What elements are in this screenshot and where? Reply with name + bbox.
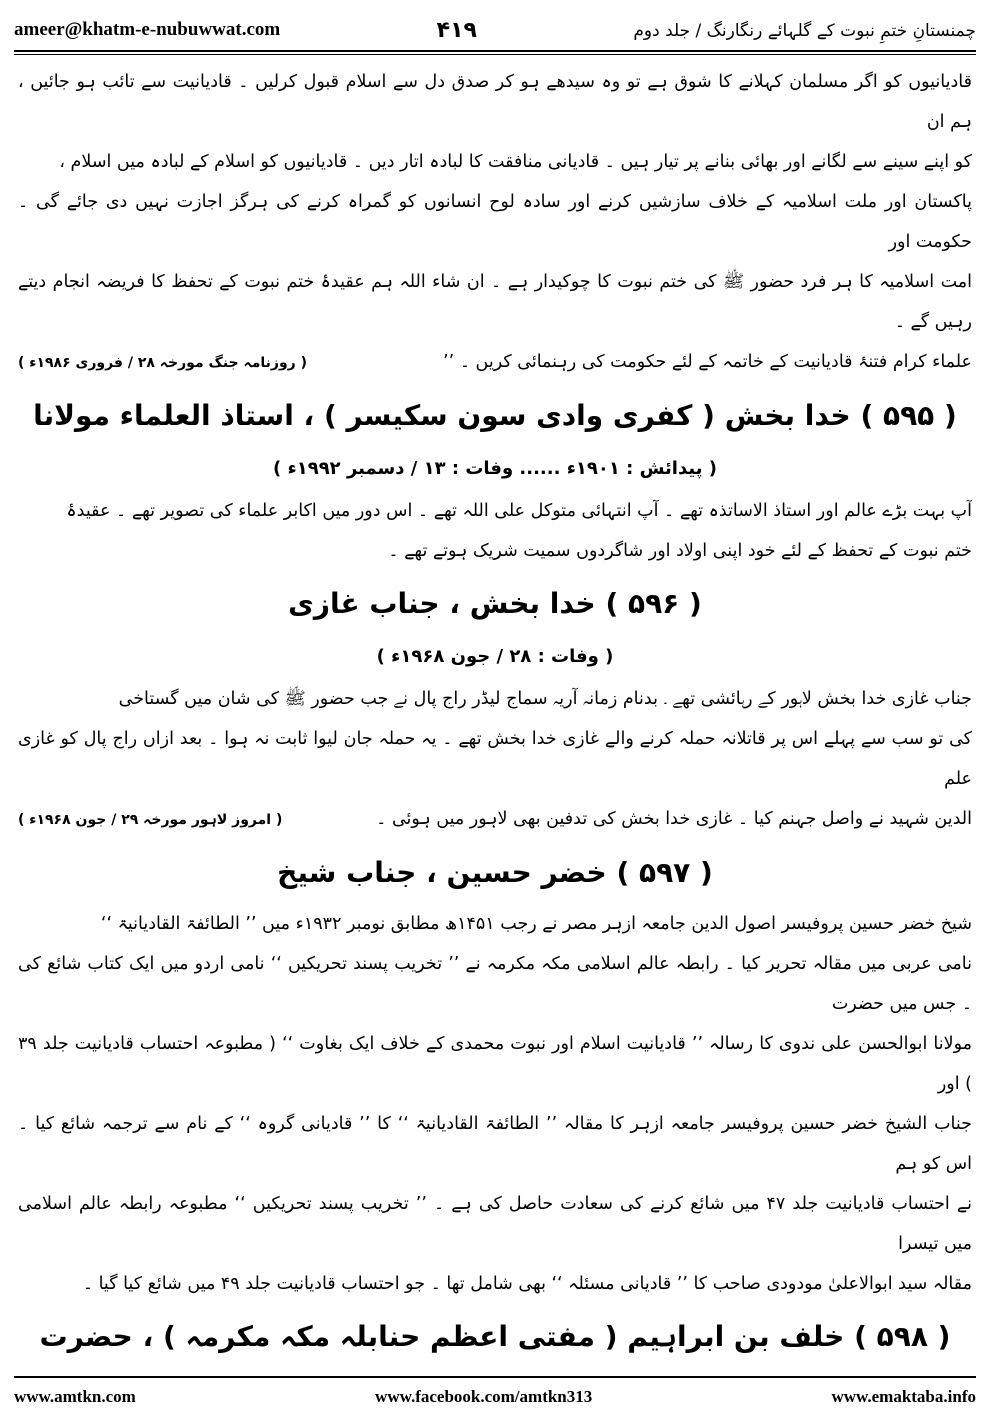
paragraph-line: جناب غازی خدا بخش لاہور کے رہائشی تھے ۔ بدنام زمانہ آریہ سماج لیڈر راج پال نے جب حضور ﷺ کی شان میں گستاخی: [118, 689, 972, 709]
page-header: [14, 10, 976, 50]
footer-link-emaktaba[interactable]: www.emaktaba.info: [831, 1387, 976, 1406]
entry-heading: ( ۵۹۵ ) خدا بخش ( کفری وادی سون سکیسر ) ، استاذ العلماء مولانا: [33, 399, 957, 432]
entry-596: [18, 573, 972, 840]
entry-dates: ( پیدائش : ۱۹۰۱ء ...... وفات : ۱۳ / دسمبر ۱۹۹۲ء ): [273, 458, 717, 479]
entry-heading: ( ۵۹۸ ) خلف بن ابراہیم ( مفتی اعظم حنابلہ مکہ مکرمہ ) ، حضرت: [39, 1320, 951, 1353]
paragraph-line: نامی عربی میں مقالہ تحریر کیا ۔ رابطہ عالم اسلامی مکہ مکرمہ نے ’’ تخریب پسند تحریکیں ‘‘ نامی اردو میں ایک کتاب شائع کی ۔ جس میں حضرت: [18, 954, 972, 1014]
paragraph-line: کی تو سب سے پہلے اس پر قاتلانہ حملہ کرنے والے غازی خدا بخش تھے ۔ یہ حملہ جان لیوا ثابت نہ ہوا ۔ بعد ازاں راج پال کو غازی علم: [18, 729, 972, 789]
paragraph-line: شیخ خضر حسین پروفیسر اصول الدین جامعہ ازہر مصر نے رجب ۱۴۵۱ھ مطابق نومبر ۱۹۳۲ء میں ’’ الطائفۃ القادیانیۃ ‘‘: [100, 914, 972, 934]
paragraph-line: نے احتساب قادیانیت جلد ۴۷ میں شائع کرنے کی سعادت حاصل کی ہے ۔ ’’ تخریب پسند تحریکیں ‘‘ مطبوعہ رابطہ عالم اسلامی میں تیسرا: [18, 1194, 972, 1254]
paragraph-line: قادیانیوں کو اگر مسلمان کہلانے کا شوق ہے تو وہ سیدھے ہو کر صدق دل سے اسلام قبول کرلیں ۔ قادیانیت سے تائب ہو جائیں ، ہم ان: [18, 72, 972, 132]
page-content: [18, 62, 972, 1362]
paragraph-line: آپ بہت بڑے عالم اور استاذ الاساتذہ تھے ۔ آپ انتہائی متوکل علی اللہ تھے ۔ اس دور میں اکابر علماء کی تصویر تھے ۔ عقیدۂ: [66, 501, 972, 521]
paragraph-line: مقالہ سید ابوالاعلیٰ مودودی صاحب کا ’’ قادیانی مسئلہ ‘‘ بھی شامل تھا ۔ جو احتساب قادیانیت جلد ۴۹ میں شائع کیا گیا ۔: [82, 1274, 972, 1294]
source-citation: ( امروز لاہور مورخہ ۲۹ / جون ۱۹۶۸ء ): [18, 812, 283, 828]
entry-597: [18, 842, 972, 1304]
header-divider-thin: [14, 54, 976, 55]
page-number: ۴۱۹: [436, 17, 477, 43]
source-citation: ( روزنامہ جنگ مورخہ ۲۸ / فروری ۱۹۸۶ء ): [18, 355, 307, 371]
book-title: چمنستانِ ختمِ نبوت کے گلہائے رنگارنگ / جلد دوم: [633, 20, 976, 41]
entry-dates: ( وفات : ۲۸ / جون ۱۹۶۸ء ): [376, 646, 614, 667]
paragraph-line: امت اسلامیہ کا ہر فرد حضور ﷺ کی ختم نبوت کا چوکیدار ہے ۔ ان شاء اللہ ہم عقیدۂ ختم نبوت کے تحفظ کا فریضہ انجام دیتے رہیں گے ۔: [18, 272, 972, 332]
header-divider: [14, 50, 976, 52]
paragraph-line: الدین شہید نے واصل جہنم کیا ۔ غازی خدا بخش کی تدفین بھی لاہور میں ہوئی ۔: [376, 809, 972, 829]
paragraph-line: مولانا ابوالحسن علی ندوی کا رسالہ ’’ قادیانیت اسلام اور نبوت محمدی کے خلاف ایک بغاوت ‘‘ ( مطبوعہ احتساب قادیانیت جلد ۳۹ ) اور: [18, 1034, 972, 1094]
paragraph-line: ختم نبوت کے تحفظ کے لئے خود اپنی اولاد اور شاگردوں سمیت شریک ہوتے تھے ۔: [388, 541, 972, 561]
entry-598: [18, 1306, 972, 1362]
intro-paragraph: [18, 62, 972, 383]
paragraph-line: کو اپنے سینے سے لگانے اور بھائی بنانے پر تیار ہیں ۔ قادیانی منافقت کا لبادہ اتار دیں ۔ قادیانیوں کو اسلام کے لبادہ میں اسلام ،: [59, 152, 972, 172]
header-email-link[interactable]: ameer@khatm-e-nubuwwat.com: [14, 19, 281, 40]
entry-heading: ( ۵۹۷ ) خضر حسین ، جناب شیخ: [277, 856, 713, 889]
paragraph-last-line-with-source: [18, 799, 972, 840]
footer-link-facebook[interactable]: www.facebook.com/amtkn313: [375, 1387, 593, 1406]
paragraph-line: علماء کرام فتنۂ قادیانیت کے خاتمہ کے لئے حکومت کی رہنمائی کریں ۔ ’’: [443, 352, 972, 372]
paragraph-line: پاکستان اور ملت اسلامیہ کے خلاف سازشیں کرنے اور سادہ لوح انسانوں کو گمراہ کرنے کی ہرگز اجازت نہیں دی جائے گی ۔ حکومت اور: [18, 192, 972, 252]
entry-595: [18, 385, 972, 571]
entry-heading: ( ۵۹۶ ) خدا بخش ، جناب غازی: [288, 587, 702, 620]
footer-divider: [14, 1376, 976, 1378]
paragraph-line: جناب الشیخ خضر حسین پروفیسر جامعہ ازہر کا مقالہ ’’ الطائفۃ القادیانیۃ ‘‘ کا ’’ قادیانی گروہ ‘‘ کے نام سے ترجمہ شائع کیا ۔ اس کو ہم: [18, 1114, 972, 1174]
footer-link-amtkn[interactable]: www.amtkn.com: [14, 1387, 136, 1406]
page-footer: [14, 1382, 976, 1412]
paragraph-last-line-with-source: [18, 342, 972, 383]
